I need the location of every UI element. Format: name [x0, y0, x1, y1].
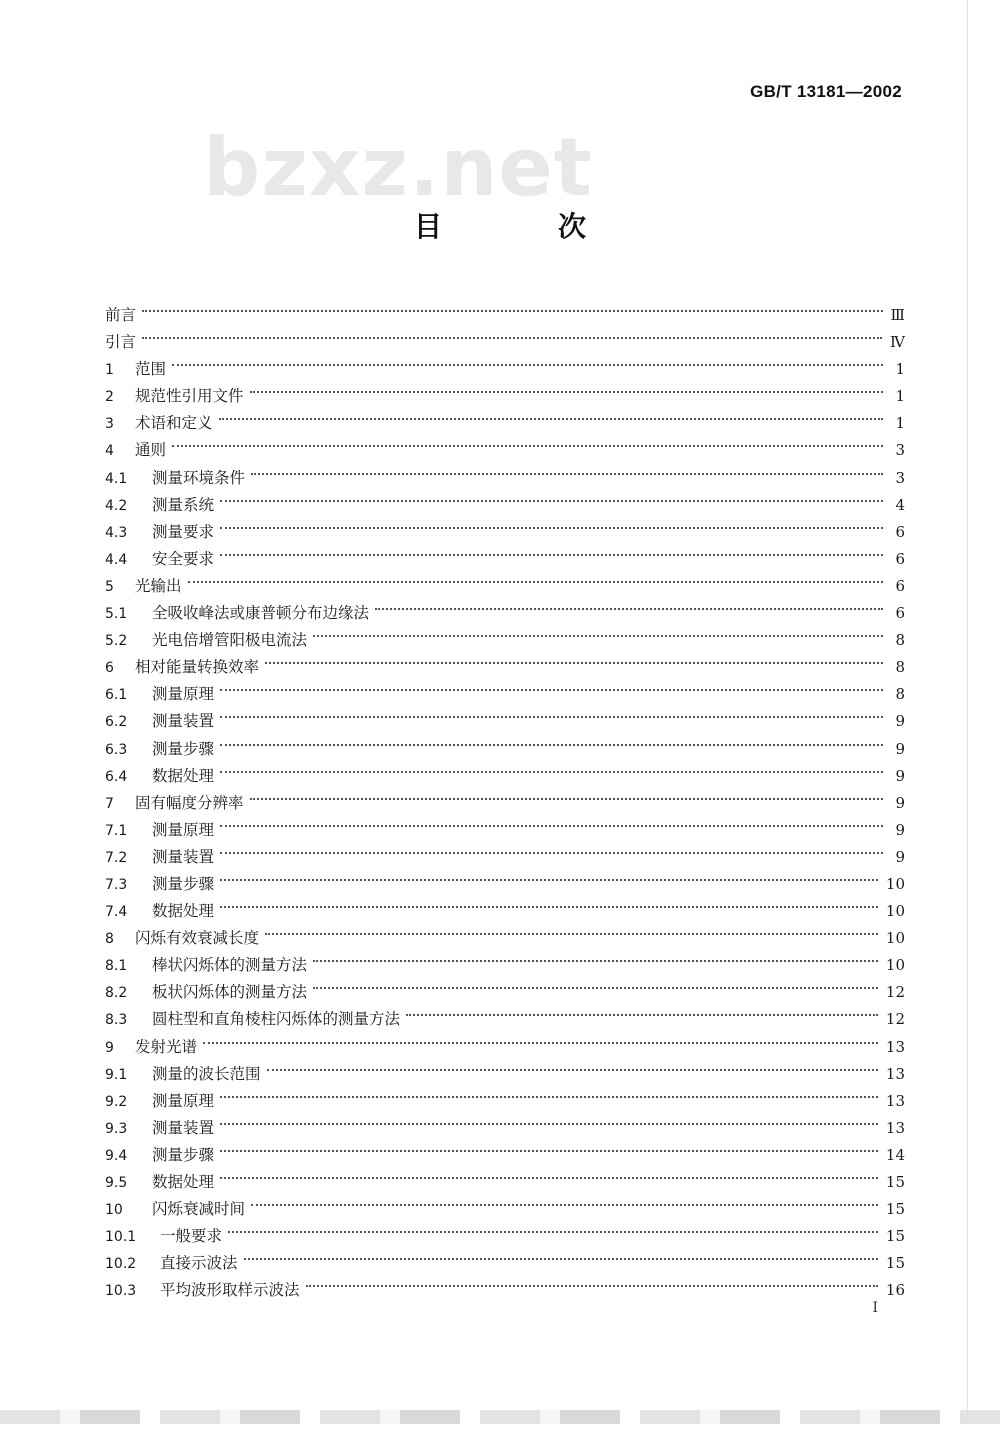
- toc-entry-number: 6.1: [105, 687, 128, 704]
- toc-entry-page: 8: [895, 685, 905, 704]
- toc-leader-dots: [220, 473, 883, 502]
- toc-entry-number: 10: [105, 1202, 123, 1219]
- toc-entry-label: 闪烁衰减时间: [152, 1200, 246, 1219]
- toc-entry-label: 数据处理: [152, 766, 215, 785]
- toc-leader-dots: [228, 1204, 878, 1233]
- watermark: bzxz.net: [203, 121, 593, 214]
- toc-entry-page: 9: [895, 847, 905, 866]
- toc-leader-dots: [220, 1069, 878, 1098]
- toc-entry-label: 前言: [105, 306, 137, 324]
- toc-entry-number: 9.3: [105, 1120, 128, 1137]
- toc-entry-label: 范围: [135, 360, 167, 379]
- toc-entry-page: 3: [895, 468, 905, 487]
- toc-entry-page: 12: [885, 983, 905, 1002]
- toc-leader-dots: [219, 391, 883, 420]
- toc-leader-dots: [220, 1150, 878, 1179]
- toc-entry-label: 测量环境条件: [152, 468, 246, 487]
- toc-entry-label: 测量要求: [152, 522, 215, 541]
- toc-leader-dots: [406, 987, 878, 1016]
- toc-entry-page: 6: [895, 604, 905, 623]
- toc-leader-dots: [251, 446, 883, 475]
- toc-entry-label: 直接示波法: [160, 1254, 238, 1273]
- toc-leader-dots: [220, 689, 883, 718]
- toc-entry-page: 12: [885, 1010, 905, 1029]
- toc-entry-page: 6: [895, 522, 905, 541]
- toc-entry-number: 10.1: [105, 1229, 137, 1246]
- toc-leader-dots: [265, 906, 878, 935]
- toc-entry-page: 1: [895, 414, 905, 433]
- toc-entry-page: 13: [885, 1091, 905, 1110]
- toc-entry-page: 15: [885, 1227, 905, 1246]
- toc-entry-label: 数据处理: [152, 1173, 215, 1191]
- toc-entry-label: 测量原理: [152, 820, 215, 839]
- standard-number: GB/T 13181—2002: [750, 82, 902, 101]
- toc-entry-page: 1: [895, 387, 905, 406]
- toc-entry-number: 4.3: [105, 524, 128, 541]
- toc-leader-dots: [142, 283, 883, 312]
- toc-leader-dots: [172, 418, 883, 447]
- toc-leader-dots: [250, 771, 883, 800]
- toc-entry-label: 固有幅度分辨率: [135, 793, 244, 812]
- toc-entry-page: 9: [895, 820, 905, 839]
- toc-entry-page: 13: [885, 1064, 905, 1083]
- toc-entry-label: 光输出: [135, 576, 182, 595]
- toc-entry-number: 2: [105, 389, 114, 406]
- toc-leader-dots: [375, 581, 883, 610]
- toc-entry-label: 测量步骤: [152, 739, 215, 758]
- toc-entry-number: 9.4: [105, 1147, 128, 1164]
- toc-leader-dots: [220, 717, 883, 746]
- toc-entry-label: 测量步骤: [152, 1145, 215, 1164]
- toc-entry-page: 15: [885, 1200, 905, 1219]
- toc-leader-dots: [220, 879, 878, 908]
- toc-entry-number: 9: [105, 1039, 114, 1056]
- toc-entry-number: 10.2: [105, 1256, 137, 1273]
- toc-entry-number: 6: [105, 660, 114, 677]
- toc-entry-label: 引言: [105, 333, 137, 352]
- toc-leader-dots: [220, 500, 883, 529]
- toc-entry-number: 7.3: [105, 876, 128, 893]
- toc-leader-dots: [220, 744, 883, 773]
- toc-entry-label: 测量装置: [152, 712, 215, 731]
- toc-leader-dots: [220, 662, 883, 691]
- toc-entry-label: 术语和定义: [135, 414, 213, 433]
- toc-entry-number: 9.2: [105, 1093, 128, 1110]
- toc-leader-dots: [220, 798, 883, 827]
- toc-entry-label: 测量系统: [152, 495, 215, 514]
- toc-leader-dots: [203, 1015, 878, 1044]
- toc-entry-label: 板状闪烁体的测量方法: [152, 983, 308, 1002]
- toc-entry-label: 一般要求: [160, 1227, 223, 1246]
- toc-entry-page: 9: [895, 712, 905, 731]
- toc-entry-number: 1: [105, 362, 114, 379]
- toc-entry-number: 7.4: [105, 904, 128, 921]
- toc-entry-page: 9: [895, 766, 905, 785]
- toc-entry-number: 6.4: [105, 768, 128, 785]
- toc-entry-number: 4.4: [105, 551, 128, 568]
- toc-entry-number: 6.3: [105, 741, 128, 758]
- toc-entry-label: 通则: [135, 441, 167, 460]
- toc-entry-page: 10: [885, 956, 905, 975]
- toc-entry-page: 8: [895, 631, 905, 650]
- page-title: 目 次: [413, 210, 630, 243]
- toc-leader-dots: [265, 635, 883, 664]
- toc-entry-label: 测量原理: [152, 685, 215, 704]
- toc-entry-page: 10: [885, 902, 905, 921]
- toc-entry-number: 7: [105, 795, 114, 812]
- toc-entry-page: 4: [895, 495, 905, 514]
- toc-entry-page: 6: [895, 576, 905, 595]
- toc-entry-label: 测量的波长范围: [152, 1064, 261, 1083]
- toc-entry-page: 1: [895, 360, 905, 379]
- toc-entry-number: 8.2: [105, 985, 128, 1002]
- toc-entry-number: 10.3: [105, 1283, 137, 1300]
- toc-entry-label: 测量步骤: [152, 874, 215, 893]
- toc-entry-label: 平均波形取样示波法: [160, 1281, 300, 1300]
- toc-entry-number: 4.1: [105, 470, 128, 487]
- toc-leader-dots: [220, 1123, 878, 1152]
- toc-entry-page: Ⅲ: [890, 306, 905, 324]
- toc-leader-dots: [267, 1042, 878, 1071]
- toc-entry-page: 10: [885, 874, 905, 893]
- toc-entry-page: Ⅳ: [890, 333, 905, 352]
- toc-leader-dots: [220, 1096, 878, 1125]
- toc-leader-dots: [313, 608, 883, 637]
- toc-entry-label: 规范性引用文件: [135, 387, 244, 406]
- toc-leader-dots: [251, 1177, 878, 1206]
- toc-entry-page: 13: [885, 1037, 905, 1056]
- toc-entry-label: 发射光谱: [135, 1037, 198, 1056]
- toc-entry-label: 棒状闪烁体的测量方法: [152, 956, 308, 975]
- toc-leader-dots: [142, 310, 882, 339]
- toc-entry-number: 8: [105, 931, 114, 948]
- table-of-contents: [105, 291, 905, 1300]
- toc-entry-page: 10: [885, 929, 905, 948]
- toc-entry-number: 9.5: [105, 1175, 128, 1191]
- toc-entry-number: 7.2: [105, 849, 128, 866]
- toc-leader-dots: [220, 527, 883, 556]
- toc-entry-label: 闪烁有效衰减长度: [135, 929, 260, 948]
- toc-entry-label: 相对能量转换效率: [135, 658, 260, 677]
- toc-leader-dots: [313, 960, 878, 989]
- toc-leader-dots: [250, 364, 883, 393]
- scan-bottom-edge: [0, 1410, 1000, 1424]
- toc-entry-label: 数据处理: [152, 902, 215, 921]
- toc-entry-page: 14: [885, 1145, 905, 1164]
- toc-leader-dots: [244, 1231, 878, 1260]
- toc-entry-number: 6.2: [105, 714, 128, 731]
- toc-entry-page: 6: [895, 549, 905, 568]
- toc-entry-page: 8: [895, 658, 905, 677]
- toc-entry-number: 9.1: [105, 1066, 128, 1083]
- toc-entry-label: 安全要求: [152, 549, 215, 568]
- toc-entry-number: 4.2: [105, 497, 128, 514]
- toc-entry-page: 15: [885, 1254, 905, 1273]
- toc-entry-page: 16: [885, 1281, 905, 1300]
- toc-entry-label: 光电倍增管阳极电流法: [152, 631, 308, 650]
- toc-entry-page: 3: [895, 441, 905, 460]
- toc-leader-dots: [220, 825, 883, 854]
- toc-leader-dots: [306, 1258, 878, 1287]
- toc-entry-label: 全吸收峰法或康普顿分布边缘法: [152, 604, 370, 623]
- toc-entry-number: 5.1: [105, 606, 128, 623]
- toc-entry-number: 5.2: [105, 633, 128, 650]
- toc-entry-label: 圆柱型和直角棱柱闪烁体的测量方法: [152, 1010, 401, 1029]
- toc-entry-page: 15: [885, 1173, 905, 1191]
- toc-entry-label: 测量装置: [152, 1118, 215, 1137]
- toc-entry-page: 13: [885, 1118, 905, 1137]
- toc-entry-label: 测量原理: [152, 1091, 215, 1110]
- toc-entry-page: 9: [895, 739, 905, 758]
- page-folio: I: [872, 1300, 878, 1316]
- toc-leader-dots: [220, 852, 878, 881]
- toc-leader-dots: [188, 554, 883, 583]
- toc-entry-label: 测量装置: [152, 847, 215, 866]
- toc-entry-page: 9: [895, 793, 905, 812]
- toc-entry-number: 3: [105, 416, 114, 433]
- toc-entry-number: 8.1: [105, 958, 128, 975]
- toc-leader-dots: [172, 337, 883, 366]
- toc-entry-number: 8.3: [105, 1012, 128, 1029]
- toc-entry-number: 5: [105, 578, 114, 595]
- toc-entry-number: 7.1: [105, 822, 128, 839]
- toc-entry-number: 4: [105, 443, 114, 460]
- toc-leader-dots: [313, 933, 878, 962]
